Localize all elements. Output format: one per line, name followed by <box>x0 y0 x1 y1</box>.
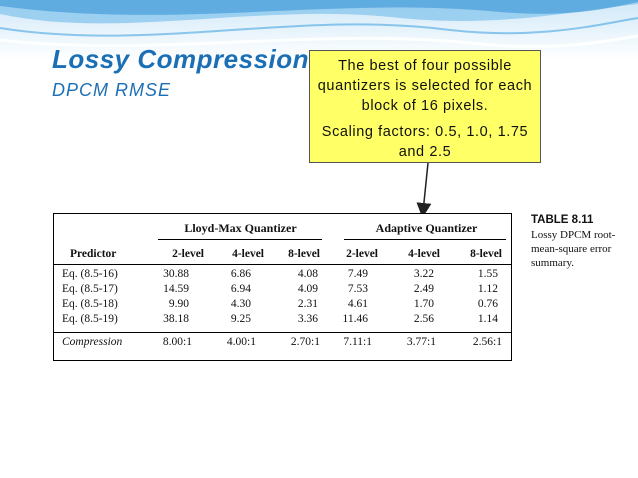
table-cell: 4.00:1 <box>226 336 256 348</box>
table-cell: 2.56:1 <box>472 336 502 348</box>
row-predictor: Eq. (8.5-17) <box>62 283 118 295</box>
header-ad-4-level: 4-level <box>408 248 440 260</box>
table-caption <box>531 213 631 270</box>
table-cell: 1.55 <box>477 268 498 280</box>
table-cell: 4.30 <box>230 298 251 310</box>
header-ad-2-level: 2-level <box>346 248 378 260</box>
table-cell: 2.56 <box>413 313 434 325</box>
header-ad-8-level: 8-level <box>470 248 502 260</box>
table-cell: 2.49 <box>413 283 434 295</box>
caption-text: Lossy DPCM root-mean-square error summary. <box>531 229 616 269</box>
table-cell: 4.08 <box>297 268 318 280</box>
slide-title: Lossy Compression <box>52 44 310 74</box>
group-header-adaptive: Adaptive Quantizer <box>375 221 478 235</box>
caption-label: TABLE 8.11 <box>531 214 594 226</box>
table-cell: 14.59 <box>163 283 189 295</box>
header-lm-8-level: 8-level <box>288 248 320 260</box>
table-cell: 9.90 <box>168 298 189 310</box>
group-underline-lloyd-max <box>158 239 322 240</box>
table-cell: 3.77:1 <box>406 336 436 348</box>
slide-subtitle: DPCM RMSE <box>52 80 172 100</box>
header-lm-2-level: 2-level <box>172 248 204 260</box>
table-cell: 7.11:1 <box>343 336 372 348</box>
table-cell: 1.12 <box>477 283 498 295</box>
table-cell: 2.70:1 <box>290 336 320 348</box>
table-cell: 8.00:1 <box>162 336 192 348</box>
callout-text-2: Scaling factors: 0.5, 1.0, 1.75 and 2.5 <box>321 124 529 160</box>
table-cell: 0.76 <box>477 298 498 310</box>
table-cell: 3.36 <box>297 313 318 325</box>
callout-box <box>309 50 541 163</box>
table-cell: 4.61 <box>347 298 368 310</box>
table-cell: 11.46 <box>342 313 368 325</box>
compression-label: Compression <box>62 336 123 348</box>
header-predictor: Predictor <box>70 248 117 260</box>
table-cell: 6.94 <box>230 283 251 295</box>
group-underline-adaptive <box>344 239 506 240</box>
rmse-table <box>53 213 512 361</box>
row-predictor: Eq. (8.5-19) <box>62 313 118 325</box>
table-cell: 1.70 <box>413 298 434 310</box>
group-header-lloyd-max: Lloyd-Max Quantizer <box>184 221 297 235</box>
table-cell: 7.49 <box>347 268 368 280</box>
header-lm-4-level: 4-level <box>232 248 264 260</box>
row-predictor: Eq. (8.5-18) <box>62 298 118 310</box>
table-cell: 9.25 <box>230 313 251 325</box>
compression-divider <box>54 332 511 333</box>
table-cell: 30.88 <box>163 268 189 280</box>
header-divider <box>54 264 511 265</box>
table-cell: 6.86 <box>230 268 251 280</box>
table-cell: 3.22 <box>413 268 434 280</box>
row-predictor: Eq. (8.5-16) <box>62 268 118 280</box>
table-cell: 4.09 <box>297 283 318 295</box>
table-cell: 7.53 <box>347 283 368 295</box>
table-cell: 1.14 <box>477 313 498 325</box>
table-cell: 2.31 <box>297 298 318 310</box>
callout-text-1: The best of four possible quantizers is selected for each block of 16 pixels. <box>317 58 533 114</box>
table-cell: 38.18 <box>163 313 189 325</box>
